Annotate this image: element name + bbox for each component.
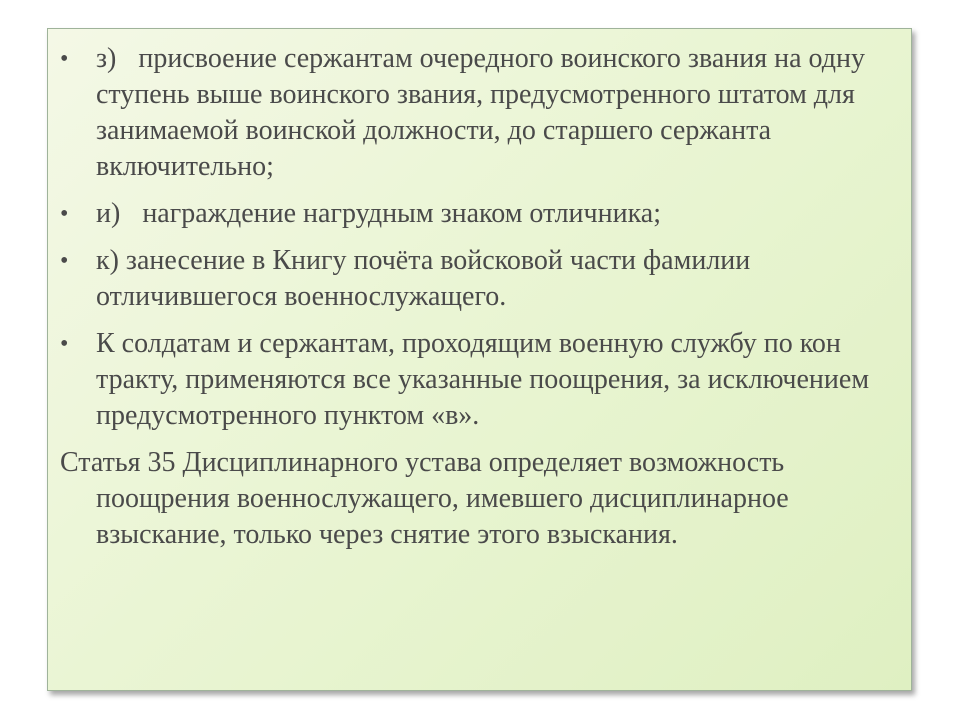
bullet-icon: • <box>60 331 69 357</box>
item-text: к) занесение в Книгу почёта войсковой части фамилии отличившегося военнослужащего. <box>96 245 751 312</box>
bullet-icon: • <box>60 248 69 274</box>
item-text: К солдатам и сержантам, проходящим военную службу по кон тракту, применяются все указанные поощрения, за исключением предусмотренного пунктом «в». <box>96 328 870 431</box>
item-text: присвоение сержантам очередного воинского звания на одну ступень выше воинского звания, предусмотренного штатом для занимаемой воинской должности, до старшего сержанта включительно; <box>96 43 865 182</box>
item-label: з) <box>96 43 117 74</box>
closing-paragraph: Статья 35 Дисциплинарного устава определяет возможность поощрения военнослужащего, имевшего дисциплинарное взыскание, только через снятие этого взыскания. <box>60 447 789 550</box>
bullet-icon: • <box>60 201 69 227</box>
list-item <box>60 326 905 434</box>
slide-content-box <box>47 28 912 691</box>
list-item <box>60 196 905 232</box>
item-label: и) <box>96 198 121 229</box>
text-area <box>60 41 905 553</box>
list-item <box>60 41 905 185</box>
list-item <box>60 243 905 315</box>
bullet-icon: • <box>60 46 69 72</box>
item-text: награждение нагрудным знаком отличника; <box>142 198 661 229</box>
